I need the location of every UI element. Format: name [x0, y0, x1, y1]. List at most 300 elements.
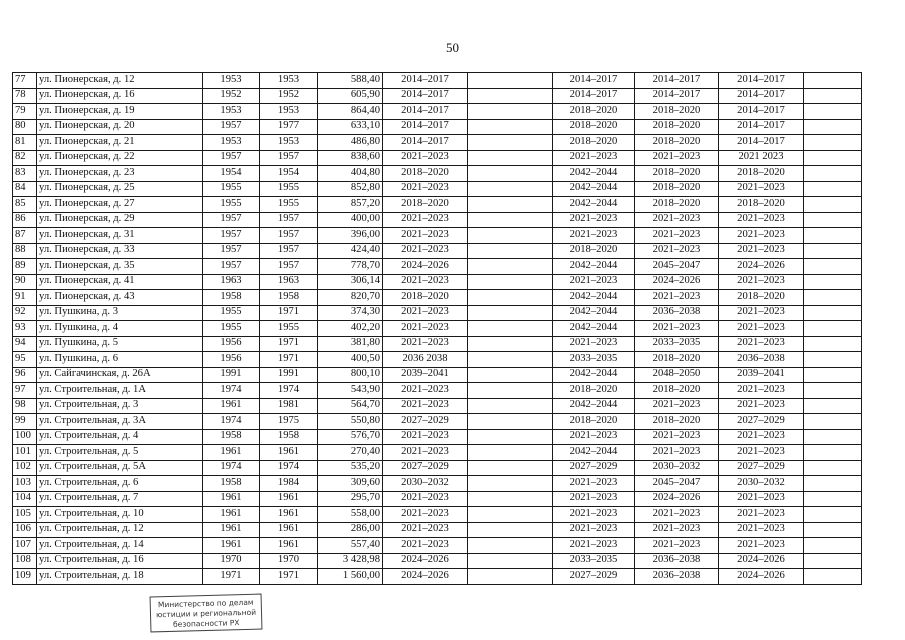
year-built-cell: 1958 [203, 290, 260, 306]
repair-period-cell: 2021–2023 [383, 305, 468, 321]
repair-period-cell: 2021–2023 [719, 491, 804, 507]
repair-period-cell: 2021–2023 [719, 181, 804, 197]
year-built-cell: 1953 [203, 135, 260, 151]
empty-cell-cell [804, 119, 862, 135]
address-cell: ул. Пионерская, д. 27 [37, 197, 203, 213]
year-built-cell: 1974 [203, 383, 260, 399]
empty-cell-cell [468, 522, 553, 538]
year-commissioned-cell: 1961 [260, 445, 318, 461]
row-number-cell: 86 [13, 212, 37, 228]
year-commissioned-cell: 1961 [260, 538, 318, 554]
table-row [13, 88, 862, 104]
row-number-cell: 98 [13, 398, 37, 414]
address-cell: ул. Пушкина, д. 6 [37, 352, 203, 368]
table-row [13, 197, 862, 213]
repair-period-cell: 2021–2023 [383, 336, 468, 352]
year-commissioned-cell: 1984 [260, 476, 318, 492]
row-number-cell: 78 [13, 88, 37, 104]
repair-period-cell: 2039–2041 [719, 367, 804, 383]
year-built-cell: 1952 [203, 88, 260, 104]
table-row [13, 150, 862, 166]
table-row [13, 274, 862, 290]
year-built-cell: 1961 [203, 445, 260, 461]
address-cell: ул. Строительная, д. 12 [37, 522, 203, 538]
year-commissioned-cell: 1957 [260, 150, 318, 166]
area-cell: 374,30 [318, 305, 383, 321]
row-number-cell: 109 [13, 569, 37, 585]
empty-cell-cell [468, 73, 553, 89]
address-cell: ул. Пионерская, д. 33 [37, 243, 203, 259]
area-cell: 864,40 [318, 104, 383, 120]
row-number-cell: 103 [13, 476, 37, 492]
address-cell: ул. Пионерская, д. 16 [37, 88, 203, 104]
repair-period-cell: 2039–2041 [383, 367, 468, 383]
area-cell: 486,80 [318, 135, 383, 151]
repair-period-cell: 2018–2020 [383, 197, 468, 213]
repair-period-cell: 2021–2023 [553, 274, 635, 290]
repair-period-cell: 2014–2017 [635, 73, 719, 89]
repair-period-cell: 2014–2017 [383, 73, 468, 89]
year-commissioned-cell: 1952 [260, 88, 318, 104]
address-cell: ул. Строительная, д. 1А [37, 383, 203, 399]
row-number-cell: 101 [13, 445, 37, 461]
repair-period-cell: 2027–2029 [383, 414, 468, 430]
repair-period-cell: 2018–2020 [635, 166, 719, 182]
table-body [13, 73, 862, 585]
empty-cell-cell [468, 274, 553, 290]
table-row [13, 538, 862, 554]
year-commissioned-cell: 1953 [260, 73, 318, 89]
year-commissioned-cell: 1958 [260, 290, 318, 306]
address-cell: ул. Строительная, д. 10 [37, 507, 203, 523]
repair-period-cell: 2036–2038 [635, 305, 719, 321]
address-cell: ул. Строительная, д. 7 [37, 491, 203, 507]
repair-period-cell: 2021–2023 [383, 538, 468, 554]
area-cell: 857,20 [318, 197, 383, 213]
repair-period-cell: 2021–2023 [635, 522, 719, 538]
repair-period-cell: 2036–2038 [635, 553, 719, 569]
row-number-cell: 79 [13, 104, 37, 120]
repair-period-cell: 2027–2029 [553, 569, 635, 585]
repair-period-cell: 2021–2023 [635, 445, 719, 461]
year-built-cell: 1961 [203, 538, 260, 554]
repair-period-cell: 2014–2017 [719, 88, 804, 104]
year-built-cell: 1957 [203, 259, 260, 275]
row-number-cell: 105 [13, 507, 37, 523]
table-row [13, 228, 862, 244]
repair-period-cell: 2021–2023 [383, 522, 468, 538]
year-commissioned-cell: 1954 [260, 166, 318, 182]
repair-period-cell: 2021–2023 [383, 445, 468, 461]
empty-cell-cell [804, 135, 862, 151]
area-cell: 558,00 [318, 507, 383, 523]
repair-period-cell: 2021–2023 [719, 212, 804, 228]
row-number-cell: 87 [13, 228, 37, 244]
table-row [13, 305, 862, 321]
repair-period-cell: 2021–2023 [383, 321, 468, 337]
year-commissioned-cell: 1975 [260, 414, 318, 430]
table-row [13, 507, 862, 523]
repair-period-cell: 2021–2023 [553, 538, 635, 554]
area-cell: 564,70 [318, 398, 383, 414]
repair-period-cell: 2033–2035 [553, 352, 635, 368]
table-row [13, 445, 862, 461]
row-number-cell: 77 [13, 73, 37, 89]
year-built-cell: 1955 [203, 321, 260, 337]
address-cell: ул. Пионерская, д. 41 [37, 274, 203, 290]
row-number-cell: 83 [13, 166, 37, 182]
repair-period-cell: 2042–2044 [553, 259, 635, 275]
year-built-cell: 1970 [203, 553, 260, 569]
repair-period-cell: 2018–2020 [553, 383, 635, 399]
row-number-cell: 88 [13, 243, 37, 259]
year-built-cell: 1974 [203, 414, 260, 430]
year-commissioned-cell: 1953 [260, 104, 318, 120]
repair-period-cell: 2021–2023 [719, 429, 804, 445]
year-built-cell: 1955 [203, 197, 260, 213]
repair-period-cell: 2014–2017 [553, 73, 635, 89]
empty-cell-cell [468, 445, 553, 461]
year-commissioned-cell: 1961 [260, 507, 318, 523]
year-built-cell: 1954 [203, 166, 260, 182]
area-cell: 400,50 [318, 352, 383, 368]
table-row [13, 259, 862, 275]
repair-period-cell: 2021–2023 [635, 290, 719, 306]
address-cell: ул. Строительная, д. 14 [37, 538, 203, 554]
year-commissioned-cell: 1970 [260, 553, 318, 569]
empty-cell-cell [804, 212, 862, 228]
repair-period-cell: 2033–2035 [553, 553, 635, 569]
address-cell: ул. Пионерская, д. 29 [37, 212, 203, 228]
repair-period-cell: 2042–2044 [553, 290, 635, 306]
repair-period-cell: 2021–2023 [719, 445, 804, 461]
repair-period-cell: 2018–2020 [553, 243, 635, 259]
repair-period-cell: 2021–2023 [719, 507, 804, 523]
year-built-cell: 1958 [203, 476, 260, 492]
row-number-cell: 82 [13, 150, 37, 166]
empty-cell-cell [468, 367, 553, 383]
year-built-cell: 1957 [203, 119, 260, 135]
repair-period-cell: 2024–2026 [383, 553, 468, 569]
repair-period-cell: 2014–2017 [383, 135, 468, 151]
repair-period-cell: 2021–2023 [383, 398, 468, 414]
area-cell: 286,00 [318, 522, 383, 538]
empty-cell-cell [804, 398, 862, 414]
repair-period-cell: 2014–2017 [383, 88, 468, 104]
address-cell: ул. Строительная, д. 3 [37, 398, 203, 414]
repair-period-cell: 2036–2038 [635, 569, 719, 585]
year-built-cell: 1961 [203, 507, 260, 523]
table-row [13, 429, 862, 445]
year-built-cell: 1955 [203, 181, 260, 197]
repair-period-cell: 2042–2044 [553, 305, 635, 321]
row-number-cell: 84 [13, 181, 37, 197]
repair-period-cell: 2042–2044 [553, 166, 635, 182]
row-number-cell: 89 [13, 259, 37, 275]
repair-period-cell: 2018–2020 [383, 166, 468, 182]
empty-cell-cell [804, 336, 862, 352]
row-number-cell: 107 [13, 538, 37, 554]
table-row [13, 367, 862, 383]
empty-cell-cell [804, 522, 862, 538]
area-cell: 404,80 [318, 166, 383, 182]
empty-cell-cell [468, 352, 553, 368]
row-number-cell: 92 [13, 305, 37, 321]
empty-cell-cell [468, 305, 553, 321]
row-number-cell: 96 [13, 367, 37, 383]
year-commissioned-cell: 1957 [260, 212, 318, 228]
address-cell: ул. Пионерская, д. 43 [37, 290, 203, 306]
empty-cell-cell [468, 336, 553, 352]
year-commissioned-cell: 1974 [260, 383, 318, 399]
empty-cell-cell [804, 491, 862, 507]
empty-cell-cell [468, 119, 553, 135]
repair-period-cell: 2024–2026 [719, 259, 804, 275]
table-row [13, 522, 862, 538]
year-built-cell: 1953 [203, 104, 260, 120]
repair-period-cell: 2021–2023 [383, 150, 468, 166]
repair-period-cell: 2021–2023 [635, 507, 719, 523]
year-commissioned-cell: 1971 [260, 305, 318, 321]
area-cell: 605,90 [318, 88, 383, 104]
address-cell: ул. Пионерская, д. 21 [37, 135, 203, 151]
address-cell: ул. Пионерская, д. 19 [37, 104, 203, 120]
table-row [13, 135, 862, 151]
repair-period-cell: 2024–2026 [383, 259, 468, 275]
area-cell: 588,40 [318, 73, 383, 89]
repair-period-cell: 2014–2017 [719, 73, 804, 89]
repair-period-cell: 2027–2029 [719, 460, 804, 476]
empty-cell-cell [804, 569, 862, 585]
repair-period-cell: 2045–2047 [635, 259, 719, 275]
repair-period-cell: 2018–2020 [719, 197, 804, 213]
table-row [13, 398, 862, 414]
repair-period-cell: 2018–2020 [553, 104, 635, 120]
repair-period-cell: 2021–2023 [553, 212, 635, 228]
year-commissioned-cell: 1957 [260, 259, 318, 275]
row-number-cell: 97 [13, 383, 37, 399]
repair-period-cell: 2014–2017 [719, 119, 804, 135]
area-cell: 1 560,00 [318, 569, 383, 585]
empty-cell-cell [804, 243, 862, 259]
table-row [13, 383, 862, 399]
row-number-cell: 100 [13, 429, 37, 445]
area-cell: 535,20 [318, 460, 383, 476]
row-number-cell: 95 [13, 352, 37, 368]
repair-period-cell: 2042–2044 [553, 321, 635, 337]
row-number-cell: 85 [13, 197, 37, 213]
empty-cell-cell [804, 538, 862, 554]
repair-period-cell: 2027–2029 [553, 460, 635, 476]
empty-cell-cell [804, 290, 862, 306]
repair-period-cell: 2021–2023 [635, 212, 719, 228]
year-commissioned-cell: 1953 [260, 135, 318, 151]
area-cell: 381,80 [318, 336, 383, 352]
empty-cell-cell [804, 274, 862, 290]
row-number-cell: 93 [13, 321, 37, 337]
table-row [13, 119, 862, 135]
year-built-cell: 1963 [203, 274, 260, 290]
row-number-cell: 80 [13, 119, 37, 135]
table-row [13, 352, 862, 368]
table-container [12, 72, 862, 585]
row-number-cell: 81 [13, 135, 37, 151]
row-number-cell: 104 [13, 491, 37, 507]
table-row [13, 336, 862, 352]
repair-period-cell: 2021–2023 [719, 522, 804, 538]
empty-cell-cell [804, 460, 862, 476]
year-built-cell: 1953 [203, 73, 260, 89]
empty-cell-cell [804, 228, 862, 244]
empty-cell-cell [468, 491, 553, 507]
year-built-cell: 1957 [203, 150, 260, 166]
year-built-cell: 1991 [203, 367, 260, 383]
area-cell: 550,80 [318, 414, 383, 430]
empty-cell-cell [804, 197, 862, 213]
empty-cell-cell [468, 104, 553, 120]
repair-period-cell: 2021–2023 [383, 212, 468, 228]
address-cell: ул. Строительная, д. 5 [37, 445, 203, 461]
table-row [13, 460, 862, 476]
address-cell: ул. Сайгачинская, д. 26А [37, 367, 203, 383]
table-row [13, 414, 862, 430]
empty-cell-cell [804, 367, 862, 383]
repair-period-cell: 2018–2020 [635, 414, 719, 430]
table-row [13, 166, 862, 182]
repair-period-cell: 2021–2023 [553, 476, 635, 492]
repair-period-cell: 2014–2017 [719, 104, 804, 120]
repair-period-cell: 2021–2023 [719, 398, 804, 414]
year-commissioned-cell: 1981 [260, 398, 318, 414]
empty-cell-cell [804, 383, 862, 399]
empty-cell-cell [468, 398, 553, 414]
repair-period-cell: 2018–2020 [635, 104, 719, 120]
address-cell: ул. Строительная, д. 3А [37, 414, 203, 430]
stamp-line: юстиции и региональной [155, 607, 257, 620]
repair-period-cell: 2027–2029 [719, 414, 804, 430]
address-cell: ул. Пионерская, д. 12 [37, 73, 203, 89]
repair-period-cell: 2036–2038 [719, 352, 804, 368]
address-cell: ул. Пионерская, д. 20 [37, 119, 203, 135]
row-number-cell: 94 [13, 336, 37, 352]
year-commissioned-cell: 1974 [260, 460, 318, 476]
stamp-line: безопасности РХ [172, 618, 240, 629]
row-number-cell: 102 [13, 460, 37, 476]
table-row [13, 321, 862, 337]
empty-cell-cell [804, 414, 862, 430]
repair-period-cell: 2021–2023 [719, 274, 804, 290]
year-commissioned-cell: 1955 [260, 181, 318, 197]
area-cell: 396,00 [318, 228, 383, 244]
year-commissioned-cell: 1955 [260, 321, 318, 337]
empty-cell-cell [468, 228, 553, 244]
repair-period-cell: 2045–2047 [635, 476, 719, 492]
repair-period-cell: 2024–2026 [635, 274, 719, 290]
row-number-cell: 108 [13, 553, 37, 569]
address-cell: ул. Строительная, д. 5А [37, 460, 203, 476]
address-cell: ул. Пионерская, д. 23 [37, 166, 203, 182]
repair-period-cell: 2018–2020 [635, 181, 719, 197]
table-row [13, 73, 862, 89]
empty-cell-cell [804, 553, 862, 569]
area-cell: 3 428,98 [318, 553, 383, 569]
empty-cell-cell [804, 104, 862, 120]
empty-cell-cell [804, 321, 862, 337]
address-cell: ул. Пионерская, д. 35 [37, 259, 203, 275]
table-row [13, 290, 862, 306]
repair-period-cell: 2021–2023 [383, 243, 468, 259]
empty-cell-cell [468, 414, 553, 430]
row-number-cell: 106 [13, 522, 37, 538]
address-cell: ул. Строительная, д. 18 [37, 569, 203, 585]
repair-period-cell: 2018–2020 [635, 119, 719, 135]
empty-cell-cell [804, 352, 862, 368]
empty-cell-cell [468, 507, 553, 523]
repair-period-cell: 2030–2032 [635, 460, 719, 476]
repair-period-cell: 2021–2023 [383, 507, 468, 523]
empty-cell-cell [804, 445, 862, 461]
year-commissioned-cell: 1963 [260, 274, 318, 290]
year-built-cell: 1961 [203, 522, 260, 538]
empty-cell-cell [468, 569, 553, 585]
address-cell: ул. Пионерская, д. 22 [37, 150, 203, 166]
table-row [13, 243, 862, 259]
empty-cell-cell [468, 212, 553, 228]
repair-period-cell: 2021–2023 [635, 538, 719, 554]
year-commissioned-cell: 1971 [260, 569, 318, 585]
repair-period-cell: 2030–2032 [719, 476, 804, 492]
repair-period-cell: 2021–2023 [383, 383, 468, 399]
repair-period-cell: 2018–2020 [635, 352, 719, 368]
empty-cell-cell [468, 135, 553, 151]
repair-period-cell: 2014–2017 [383, 119, 468, 135]
repair-period-cell: 2042–2044 [553, 181, 635, 197]
repair-period-cell: 2021–2023 [553, 150, 635, 166]
table-row [13, 553, 862, 569]
year-commissioned-cell: 1957 [260, 243, 318, 259]
address-cell: ул. Пионерская, д. 31 [37, 228, 203, 244]
empty-cell-cell [468, 88, 553, 104]
empty-cell-cell [468, 181, 553, 197]
repair-period-cell: 2036 2038 [383, 352, 468, 368]
repair-period-cell: 2021–2023 [383, 228, 468, 244]
repair-period-cell: 2030–2032 [383, 476, 468, 492]
repair-period-cell: 2014–2017 [553, 88, 635, 104]
area-cell: 400,00 [318, 212, 383, 228]
empty-cell-cell [804, 73, 862, 89]
repair-period-cell: 2021–2023 [553, 491, 635, 507]
empty-cell-cell [804, 429, 862, 445]
address-cell: ул. Пушкина, д. 4 [37, 321, 203, 337]
area-cell: 309,60 [318, 476, 383, 492]
table-row [13, 476, 862, 492]
row-number-cell: 99 [13, 414, 37, 430]
page-number: 50 [446, 40, 459, 55]
repair-period-cell: 2021–2023 [635, 150, 719, 166]
year-commissioned-cell: 1961 [260, 522, 318, 538]
year-commissioned-cell: 1957 [260, 228, 318, 244]
empty-cell-cell [468, 460, 553, 476]
repair-period-cell: 2042–2044 [553, 197, 635, 213]
address-cell: ул. Пионерская, д. 25 [37, 181, 203, 197]
repair-period-cell: 2042–2044 [553, 445, 635, 461]
repair-period-cell: 2021–2023 [553, 429, 635, 445]
empty-cell-cell [468, 538, 553, 554]
stamp-line: Министерство по делам [157, 597, 254, 610]
empty-cell-cell [468, 321, 553, 337]
repair-period-cell: 2021–2023 [553, 228, 635, 244]
address-cell: ул. Строительная, д. 16 [37, 553, 203, 569]
